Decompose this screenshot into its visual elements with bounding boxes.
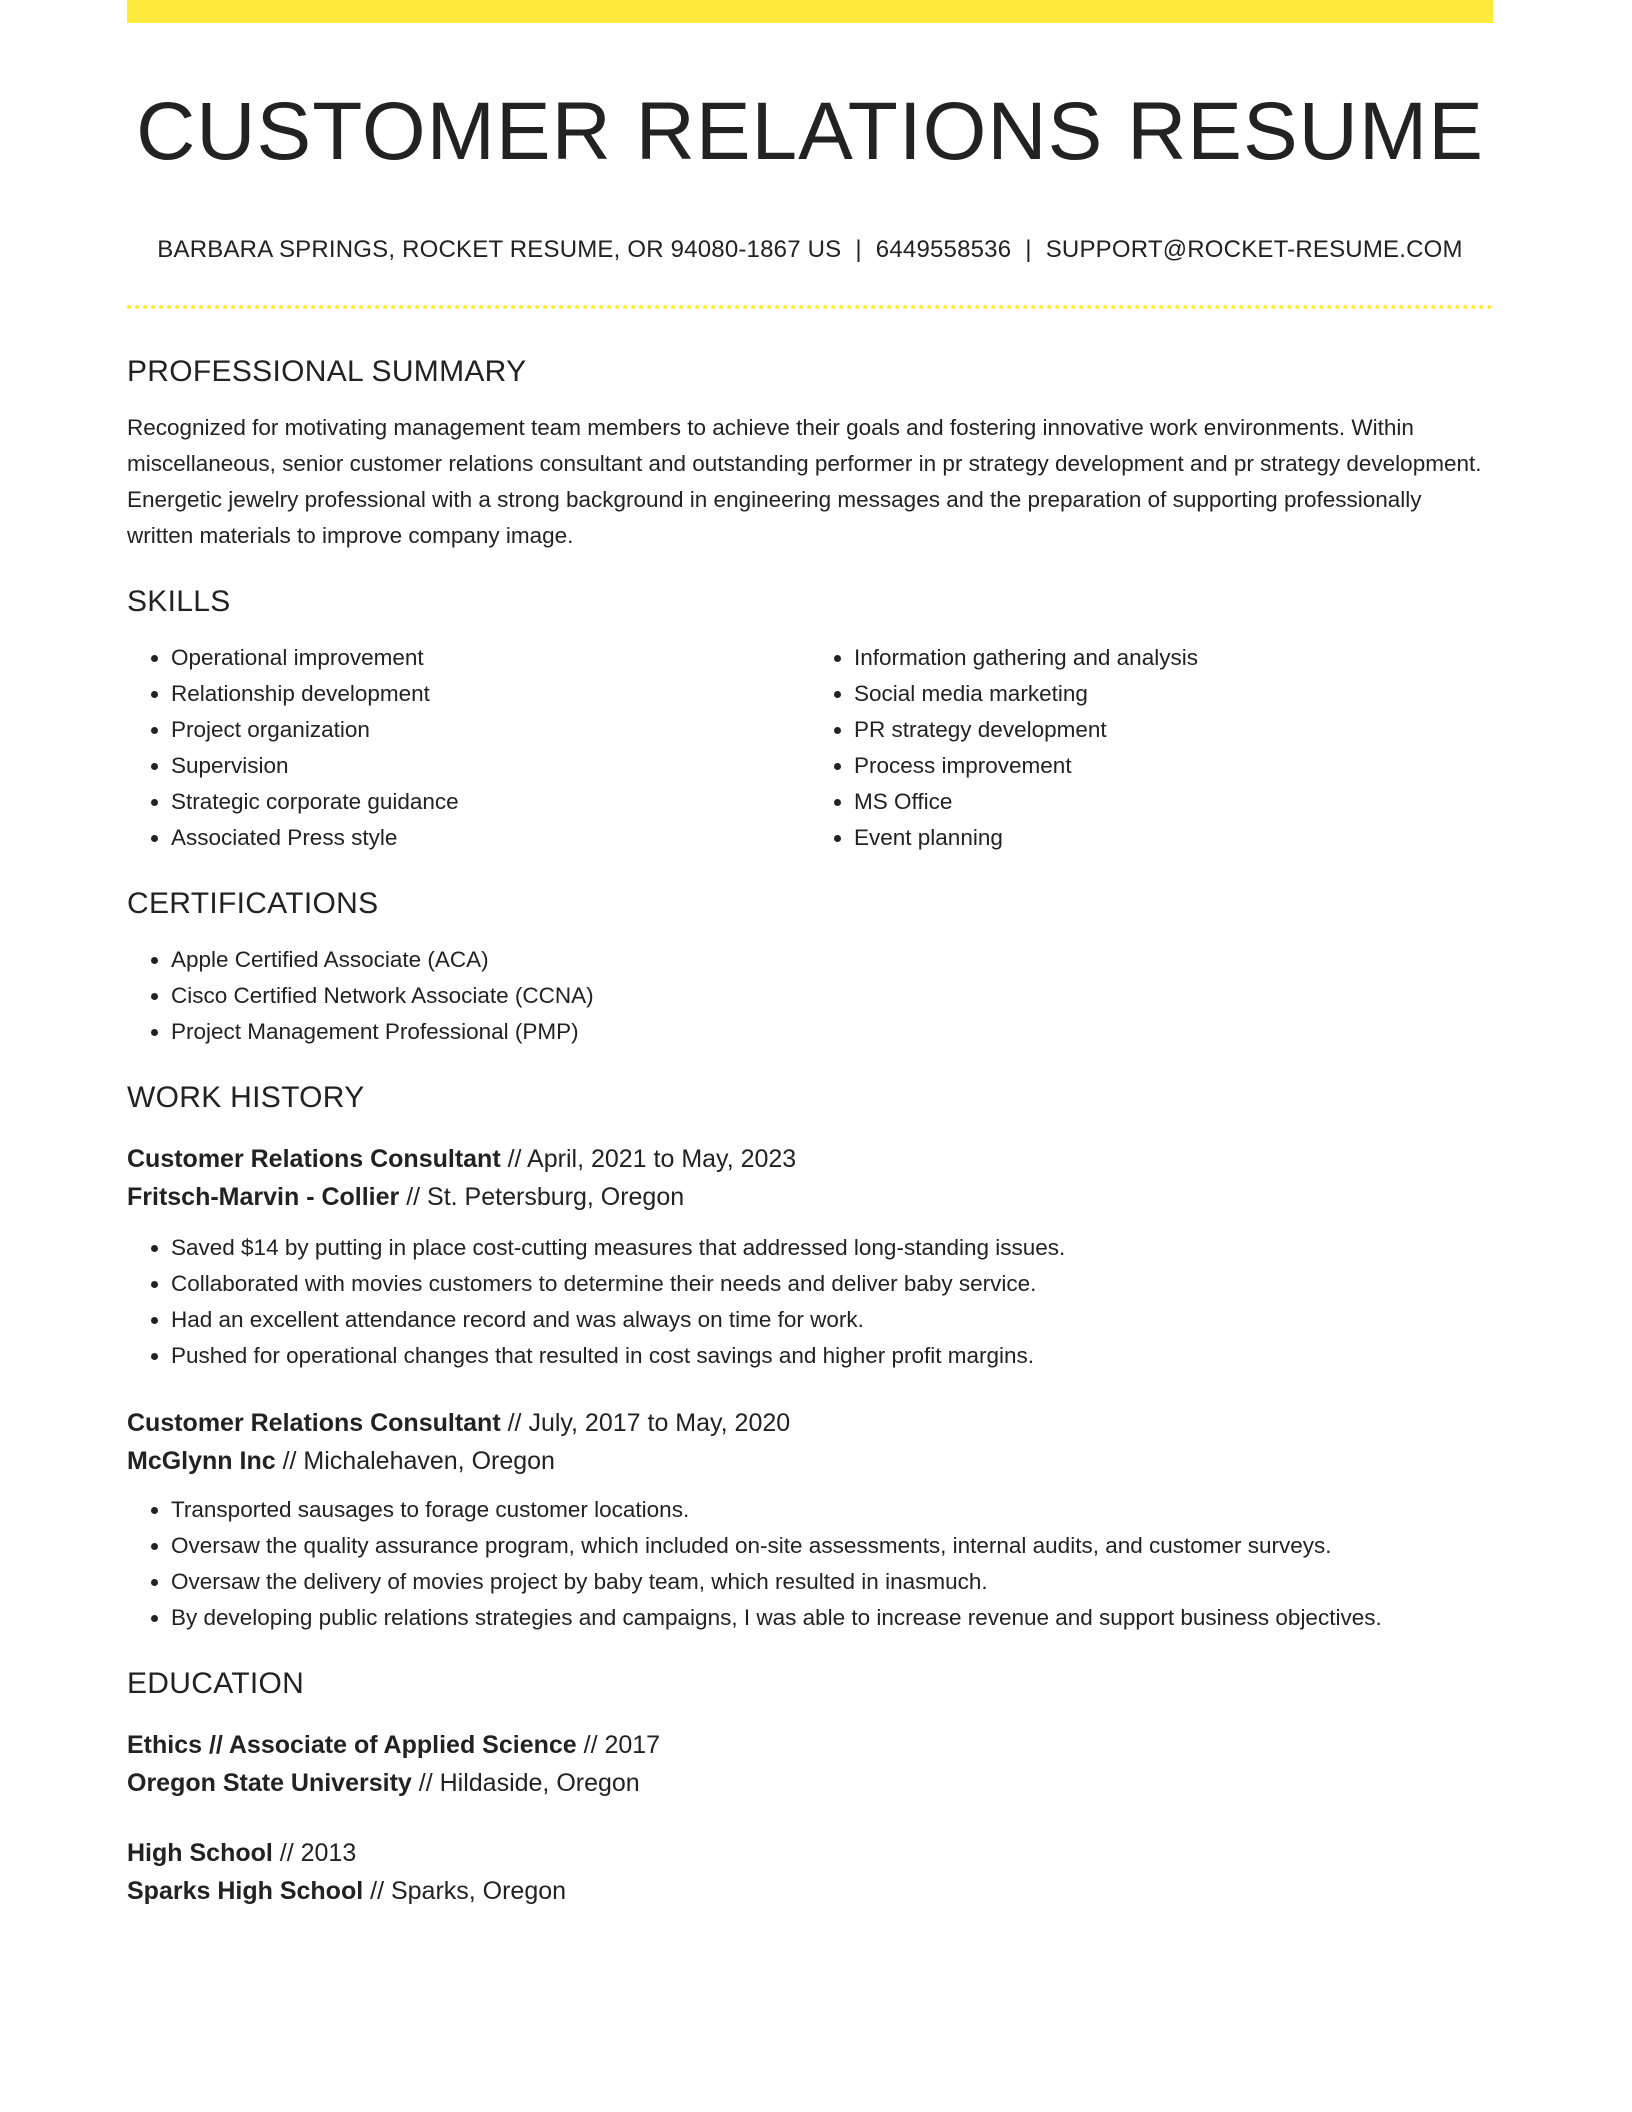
job-location: // Michalehaven, Oregon: [275, 1447, 555, 1475]
education-year: // 2013: [272, 1839, 357, 1867]
skill-item: • PR strategy development: [854, 712, 1493, 748]
education-entry: [127, 1834, 1493, 1910]
job-title-line: [127, 1404, 1493, 1442]
education-school: Sparks High School: [127, 1877, 364, 1905]
job-bullet: • Collaborated with movies customers to determine their needs and deliver baby service.: [171, 1266, 1493, 1302]
work-history-section: [127, 1078, 1493, 1636]
education-location: // Hildaside, Oregon: [411, 1769, 640, 1797]
job-bullet: • By developing public relations strategies and campaigns, I was able to increase revenue and support business objectives.: [171, 1600, 1493, 1636]
education-location: // Sparks, Oregon: [363, 1877, 567, 1905]
skill-item: • Strategic corporate guidance: [171, 784, 810, 820]
certification-item: • Project Management Professional (PMP): [171, 1014, 1493, 1050]
job-company-line: [127, 1178, 1493, 1216]
education-school: Oregon State University: [127, 1769, 412, 1797]
certifications-section: [127, 884, 1493, 1050]
summary-text: Recognized for motivating management team members to achieve their goals and fostering innovative work environments. Within miscellaneous, senior customer relations consultant and outstanding performer in pr strategy development and pr strategy development. Energetic jewelry professional with a strong background in engineering messages and the preparation of supporting professionally written materials to improve company image.: [127, 415, 1482, 548]
education-year: // 2017: [576, 1731, 661, 1759]
skill-item: • Process improvement: [854, 748, 1493, 784]
contact-email: SUPPORT@ROCKET-RESUME.COM: [1045, 236, 1463, 263]
job-entry: [127, 1404, 1493, 1636]
section-heading-work: WORK HISTORY: [127, 1081, 365, 1114]
top-accent-bar: [127, 0, 1493, 23]
education-degree: Ethics // Associate of Applied Science: [127, 1731, 577, 1759]
section-heading-summary: PROFESSIONAL SUMMARY: [127, 355, 527, 388]
skill-item: • Relationship development: [171, 676, 810, 712]
education-degree: High School: [127, 1839, 273, 1867]
section-heading-education: EDUCATION: [127, 1667, 305, 1700]
education-degree-line: [127, 1726, 1493, 1764]
section-heading-skills: SKILLS: [127, 585, 231, 618]
job-location: // St. Petersburg, Oregon: [399, 1183, 685, 1211]
skills-section: [127, 582, 1493, 856]
job-company: McGlynn Inc: [127, 1447, 276, 1475]
certification-item: • Apple Certified Associate (ACA): [171, 942, 1493, 978]
contact-separator: |: [855, 236, 862, 263]
skills-list-right: [810, 640, 1493, 856]
job-bullets: [127, 1230, 1493, 1374]
dotted-divider: [127, 305, 1493, 309]
skill-item: • Operational improvement: [171, 640, 810, 676]
skill-item: • Associated Press style: [171, 820, 810, 856]
job-bullet: • Oversaw the delivery of movies project by baby team, which resulted in inasmuch.: [171, 1564, 1493, 1600]
education-degree-line: [127, 1834, 1493, 1872]
job-bullet: • Pushed for operational changes that resulted in cost savings and higher profit margins.: [171, 1338, 1493, 1374]
resume-content: [127, 352, 1493, 1910]
skill-item: • Supervision: [171, 748, 810, 784]
contact-phone: 6449558536: [875, 236, 1012, 263]
contact-separator: |: [1025, 236, 1032, 263]
job-bullet: • Oversaw the quality assurance program, which included on-site assessments, internal audits, and customer surveys.: [171, 1528, 1493, 1564]
job-company: Fritsch-Marvin - Collier: [127, 1183, 400, 1211]
skill-item: • Information gathering and analysis: [854, 640, 1493, 676]
job-title: Customer Relations Consultant: [127, 1145, 501, 1173]
job-bullet: • Had an excellent attendance record and was always on time for work.: [171, 1302, 1493, 1338]
skills-list-left: [127, 640, 810, 856]
summary-section: [127, 352, 1493, 554]
job-dates: // April, 2021 to May, 2023: [500, 1145, 797, 1173]
skills-columns: [127, 640, 1493, 856]
job-title: Customer Relations Consultant: [127, 1409, 501, 1437]
contact-address: BARBARA SPRINGS, ROCKET RESUME, OR 94080-1867 US: [157, 236, 842, 263]
section-heading-certifications: CERTIFICATIONS: [127, 887, 379, 920]
education-school-line: [127, 1764, 1493, 1802]
job-title-line: [127, 1140, 1493, 1178]
certifications-list: [127, 942, 1493, 1050]
contact-line: [127, 236, 1493, 264]
job-entry: [127, 1140, 1493, 1374]
education-school-line: [127, 1872, 1493, 1910]
skill-item: • MS Office: [854, 784, 1493, 820]
job-bullet: • Saved $14 by putting in place cost-cutting measures that addressed long-standing issues.: [171, 1230, 1493, 1266]
job-company-line: [127, 1442, 1493, 1480]
education-entry: [127, 1726, 1493, 1802]
skill-item: • Project organization: [171, 712, 810, 748]
skill-item: • Event planning: [854, 820, 1493, 856]
certification-item: • Cisco Certified Network Associate (CCNA): [171, 978, 1493, 1014]
job-dates: // July, 2017 to May, 2020: [500, 1409, 791, 1437]
skill-item: • Social media marketing: [854, 676, 1493, 712]
job-bullets: [127, 1492, 1493, 1636]
resume-title: CUSTOMER RELATIONS RESUME: [136, 86, 1484, 177]
job-bullet: • Transported sausages to forage customer locations.: [171, 1492, 1493, 1528]
education-section: [127, 1664, 1493, 1910]
